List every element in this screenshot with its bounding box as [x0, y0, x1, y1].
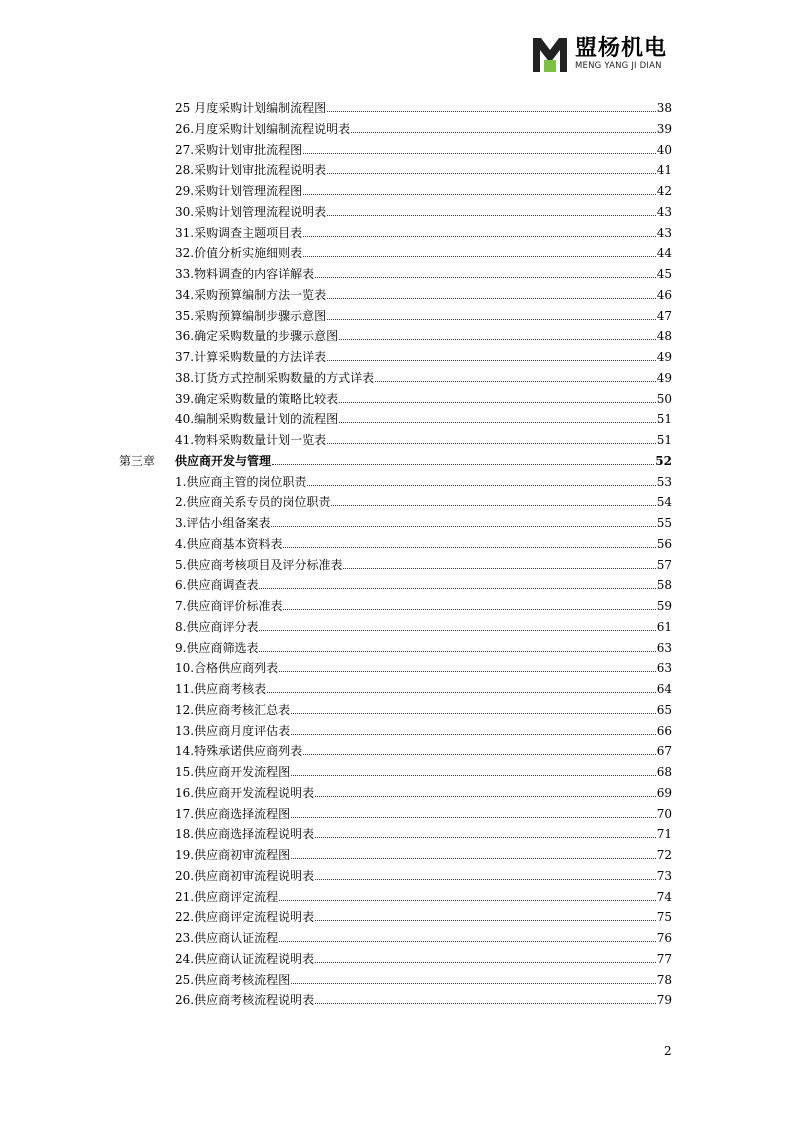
toc-entry-page: 59 — [656, 599, 672, 613]
toc-entry-title: 5.供应商考核项目及评分标准表 — [175, 557, 343, 572]
toc-entry[interactable] — [175, 179, 672, 199]
toc-entry-page: 76 — [656, 931, 672, 945]
toc-entry-title: 24.供应商认证流程说明表 — [175, 951, 315, 966]
toc-entry-title: 11.供应商考核表 — [175, 682, 267, 696]
toc-entry-page: 65 — [656, 702, 672, 717]
toc-entry-page: 49 — [656, 370, 672, 385]
toc-entry-title: 36.确定采购数量的步骤示意图 — [175, 329, 339, 344]
toc-dot-leader — [339, 402, 656, 403]
toc-entry[interactable] — [175, 221, 672, 241]
toc-dot-leader — [315, 837, 656, 838]
toc-entry-title: 23.供应商认证流程 — [175, 931, 279, 945]
toc-entry[interactable] — [175, 387, 672, 407]
toc-entry-page: 49 — [656, 350, 672, 364]
toc-entry-page: 70 — [656, 806, 672, 821]
toc-entry-page: 53 — [656, 474, 672, 489]
toc-entry-page: 66 — [656, 723, 672, 738]
toc-entry[interactable] — [175, 138, 672, 158]
toc-entry-page: 67 — [656, 744, 672, 759]
toc-entry-title: 13.供应商月度评估表 — [175, 723, 291, 738]
toc-entry[interactable] — [175, 947, 672, 967]
toc-dot-leader — [279, 941, 656, 942]
toc-dot-leader — [279, 671, 656, 672]
toc-entry[interactable] — [175, 407, 672, 427]
toc-entry-page: 52 — [655, 453, 672, 468]
toc-entry[interactable] — [175, 366, 672, 386]
toc-entry[interactable] — [175, 511, 672, 531]
toc-dot-leader — [339, 422, 656, 423]
toc-dot-leader — [303, 256, 656, 257]
toc-entry[interactable] — [175, 573, 672, 593]
toc-entry-title: 34.采购预算编制方法一览表 — [175, 287, 327, 302]
toc-entry-page: 79 — [656, 993, 672, 1008]
toc-dot-leader — [315, 1003, 656, 1004]
toc-entry-title: 29.采购计划管理流程图 — [175, 184, 303, 198]
toc-entry[interactable] — [175, 304, 672, 324]
toc-entry[interactable] — [175, 262, 672, 282]
toc-entry[interactable] — [175, 283, 672, 303]
toc-entry[interactable] — [175, 345, 672, 365]
toc-entry-title: 3.评估小组备案表 — [175, 516, 271, 530]
toc-entry-title: 2.供应商关系专员的岗位职责 — [175, 495, 331, 510]
toc-entry-title: 35.采购预算编制步骤示意图 — [175, 308, 327, 323]
toc-entry-page: 50 — [656, 391, 672, 406]
toc-dot-leader — [283, 609, 655, 610]
toc-entry-page: 51 — [656, 433, 672, 447]
toc-entry-page: 55 — [656, 516, 672, 530]
toc-entry-title: 18.供应商选择流程说明表 — [175, 827, 315, 842]
toc-dot-leader — [315, 920, 656, 921]
toc-entry-title: 28.采购计划审批流程说明表 — [175, 163, 327, 178]
toc-dot-leader — [327, 319, 656, 320]
toc-dot-leader — [327, 298, 656, 299]
toc-entry-title: 27.采购计划审批流程图 — [175, 142, 303, 157]
toc-dot-leader — [291, 713, 656, 714]
toc-dot-leader — [315, 879, 656, 880]
toc-entry-title: 21.供应商评定流程 — [175, 889, 279, 904]
logo-english-name: MENG YANG JI DIAN — [575, 61, 662, 71]
toc-dot-leader — [339, 339, 656, 340]
toc-entry[interactable] — [175, 864, 672, 884]
toc-dot-leader — [327, 111, 656, 112]
toc-dot-leader — [315, 796, 656, 797]
toc-chapter-number: 第三章 — [119, 453, 156, 468]
toc-entry-page: 61 — [656, 619, 672, 634]
toc-entry-title: 16.供应商开发流程说明表 — [175, 785, 315, 800]
toc-entry-title: 9.供应商筛选表 — [175, 640, 259, 655]
toc-entry[interactable] — [175, 553, 672, 573]
toc-entry-title: 41.物料采购数量计划一览表 — [175, 433, 327, 447]
toc-entry[interactable] — [175, 656, 672, 676]
toc-entry-title: 33.物料调查的内容详解表 — [175, 267, 315, 281]
toc-entry-title: 25 月度采购计划编制流程图 — [175, 101, 327, 115]
toc-entry-page: 56 — [656, 536, 672, 551]
toc-entry[interactable] — [175, 926, 672, 946]
toc-entry[interactable] — [175, 117, 672, 137]
toc-dot-leader — [327, 443, 656, 444]
page-number: 2 — [664, 1044, 672, 1058]
toc-dot-leader — [271, 526, 655, 527]
toc-entry-title: 10.合格供应商列表 — [175, 661, 279, 676]
toc-entry[interactable] — [175, 885, 672, 905]
toc-entry-page: 72 — [656, 848, 672, 862]
toc-entry-page: 71 — [656, 827, 672, 842]
toc-entry-page: 69 — [656, 785, 672, 800]
toc-dot-leader — [327, 215, 656, 216]
toc-entry[interactable] — [175, 760, 672, 780]
toc-entry-title: 供应商开发与管理 — [175, 453, 272, 468]
toc-entry-page: 44 — [656, 246, 672, 261]
toc-dot-leader — [315, 962, 656, 963]
toc-entry-title: 37.计算采购数量的方法详表 — [175, 350, 327, 364]
toc-entry[interactable] — [175, 802, 672, 822]
toc-entry-title: 30.采购计划管理流程说明表 — [175, 204, 327, 219]
toc-entry-title: 38.订货方式控制采购数量的方式详表 — [175, 370, 375, 385]
toc-entry-title: 1.供应商主管的岗位职责 — [175, 474, 307, 489]
toc-entry-title: 39.确定采购数量的策略比较表 — [175, 391, 339, 406]
toc-entry[interactable] — [175, 324, 672, 344]
toc-entry[interactable] — [175, 988, 672, 1008]
toc-entry[interactable] — [175, 200, 672, 220]
toc-dot-leader — [259, 630, 655, 631]
toc-entry[interactable] — [175, 968, 672, 988]
toc-entry-title: 12.供应商考核汇总表 — [175, 702, 291, 717]
toc-dot-leader — [259, 651, 655, 652]
toc-entry[interactable] — [175, 158, 672, 178]
toc-dot-leader — [291, 858, 656, 859]
toc-entry-page: 42 — [656, 184, 672, 198]
toc-entry[interactable] — [175, 241, 672, 261]
toc-dot-leader — [375, 381, 656, 382]
toc-entry-page: 41 — [656, 163, 672, 178]
toc-dot-leader — [303, 236, 656, 237]
toc-entry-page: 74 — [656, 889, 672, 904]
toc-entry-title: 8.供应商评分表 — [175, 619, 259, 634]
toc-entry-page: 40 — [656, 142, 672, 157]
toc-entry-page: 68 — [656, 765, 672, 779]
toc-entry-title: 7.供应商评价标准表 — [175, 599, 283, 613]
toc-entry-title: 32.价值分析实施细则表 — [175, 246, 303, 261]
toc-entry[interactable] — [175, 677, 672, 697]
company-logo — [533, 36, 673, 76]
toc-entry[interactable] — [175, 739, 672, 759]
toc-entry-page: 63 — [656, 661, 672, 676]
toc-entry-title: 40.编制采购数量计划的流程图 — [175, 412, 339, 427]
toc-dot-leader — [279, 900, 656, 901]
toc-dot-leader — [267, 692, 656, 693]
toc-entry-page: 43 — [656, 225, 672, 240]
toc-dot-leader — [303, 153, 656, 154]
toc-entry[interactable] — [175, 490, 672, 510]
toc-entry[interactable] — [175, 781, 672, 801]
toc-entry-title: 14.特殊承诺供应商列表 — [175, 744, 303, 759]
toc-dot-leader — [291, 817, 656, 818]
toc-dot-leader — [259, 588, 655, 589]
toc-dot-leader — [272, 464, 654, 465]
toc-entry[interactable] — [175, 615, 672, 635]
toc-entry-title: 31.采购调查主题项目表 — [175, 225, 303, 240]
toc-entry-page: 58 — [656, 578, 672, 593]
toc-dot-leader — [315, 277, 656, 278]
toc-entry-title: 4.供应商基本资料表 — [175, 536, 283, 551]
toc-dot-leader — [291, 775, 656, 776]
toc-entry[interactable] — [175, 905, 672, 925]
toc-dot-leader — [291, 734, 656, 735]
logo-mark-icon — [533, 38, 567, 72]
toc-entry-title: 26.月度采购计划编制流程说明表 — [175, 121, 351, 136]
toc-dot-leader — [307, 485, 655, 486]
toc-entry[interactable] — [175, 636, 672, 656]
toc-dot-leader — [303, 194, 656, 195]
toc-entry-page: 54 — [656, 495, 672, 510]
toc-entry-title: 17.供应商选择流程图 — [175, 806, 291, 821]
toc-dot-leader — [343, 568, 655, 569]
logo-chinese-name: 盟杨机电 — [575, 36, 668, 61]
toc-entry-title: 19.供应商初审流程图 — [175, 848, 291, 862]
toc-entry[interactable] — [175, 822, 672, 842]
toc-dot-leader — [327, 173, 656, 174]
toc-dot-leader — [291, 983, 656, 984]
toc-entry[interactable] — [175, 470, 672, 490]
toc-entry[interactable] — [175, 532, 672, 552]
toc-entry-page: 64 — [656, 682, 672, 696]
toc-entry-title: 15.供应商开发流程图 — [175, 765, 291, 779]
toc-entry-page: 57 — [656, 557, 672, 572]
toc-entry[interactable] — [175, 428, 672, 448]
toc-entry-page: 51 — [656, 412, 672, 427]
toc-dot-leader — [303, 754, 656, 755]
toc-entry-page: 73 — [656, 868, 672, 883]
toc-entry-page: 46 — [656, 287, 672, 302]
toc-dot-leader — [327, 360, 656, 361]
toc-entry-page: 63 — [656, 640, 672, 655]
toc-entry-page: 75 — [656, 910, 672, 925]
toc-entry[interactable] — [175, 843, 672, 863]
toc-entry-page: 45 — [656, 267, 672, 281]
toc-dot-leader — [331, 505, 655, 506]
toc-chapter-entry[interactable] — [119, 449, 672, 469]
toc-entry-page: 47 — [656, 308, 672, 323]
toc-entry[interactable] — [175, 594, 672, 614]
toc-entry-page: 48 — [656, 329, 672, 344]
toc-entry-page: 78 — [656, 972, 672, 987]
toc-entry-title: 25.供应商考核流程图 — [175, 972, 291, 987]
toc-entry-page: 39 — [656, 121, 672, 136]
toc-entry[interactable] — [175, 719, 672, 739]
toc-entry-title: 26.供应商考核流程说明表 — [175, 993, 315, 1008]
toc-entry-title: 6.供应商调查表 — [175, 578, 259, 593]
toc-dot-leader — [351, 132, 656, 133]
toc-dot-leader — [283, 547, 655, 548]
toc-entry-title: 22.供应商评定流程说明表 — [175, 910, 315, 925]
toc-entry[interactable] — [175, 698, 672, 718]
toc-entry-page: 43 — [656, 204, 672, 219]
toc-entry[interactable] — [175, 96, 672, 116]
toc-entry-page: 77 — [656, 951, 672, 966]
toc-entry-page: 38 — [656, 101, 672, 115]
toc-entry-title: 20.供应商初审流程说明表 — [175, 868, 315, 883]
